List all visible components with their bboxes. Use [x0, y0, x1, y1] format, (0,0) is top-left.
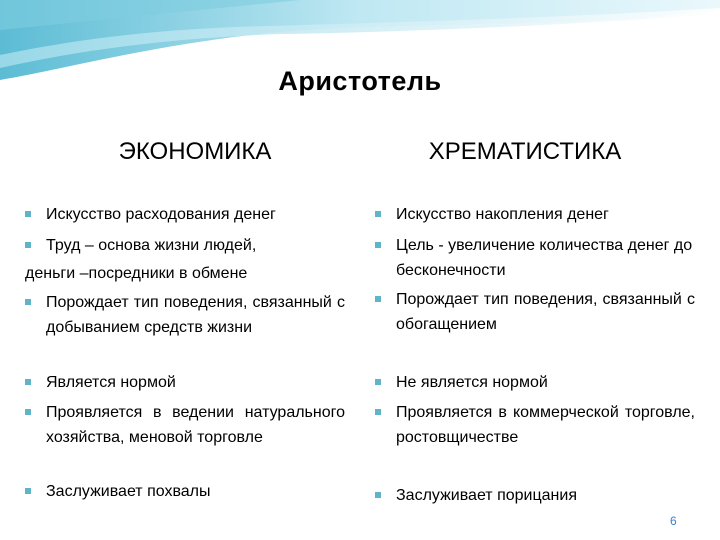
right-item: Не является нормой [375, 370, 695, 395]
bullet-icon [375, 492, 381, 498]
bullet-icon [25, 379, 31, 385]
right-item: Искусство накопления денег [375, 202, 695, 227]
right-item: Порождает тип поведения, связанный с обогащением [375, 287, 695, 337]
slide-title: Аристотель [278, 66, 442, 96]
bullet-icon [375, 242, 381, 248]
bullet-icon [25, 488, 31, 494]
left-item-continuation: деньги –посредники в обмене [25, 265, 248, 282]
left-item: Заслуживает похвалы [25, 479, 345, 504]
bullet-icon [375, 211, 381, 217]
bullet-icon [25, 242, 31, 248]
left-item: Проявляется в ведении натурального хозяйства, меновой торговле [25, 400, 345, 450]
left-item: Труд – основа жизни людей, [25, 233, 345, 258]
right-column-heading: ХРЕМАТИСТИКА [428, 138, 622, 165]
right-item: Проявляется в коммерческой торговле, ростовщичестве [375, 400, 695, 450]
bullet-icon [375, 409, 381, 415]
left-item: Искусство расходования денег [25, 202, 345, 227]
bullet-icon [375, 379, 381, 385]
bullet-icon [25, 299, 31, 305]
page-number: 6 [670, 514, 677, 528]
left-column-heading: ЭКОНОМИКА [118, 138, 272, 165]
bullet-icon [25, 211, 31, 217]
right-item: Заслуживает порицания [375, 483, 695, 508]
bullet-icon [375, 296, 381, 302]
right-item: Цель - увеличение количества денег до бесконечности [375, 233, 695, 283]
left-item: Порождает тип поведения, связанный с добыванием средств жизни [25, 290, 345, 340]
left-item: Является нормой [25, 370, 345, 395]
bullet-icon [25, 409, 31, 415]
